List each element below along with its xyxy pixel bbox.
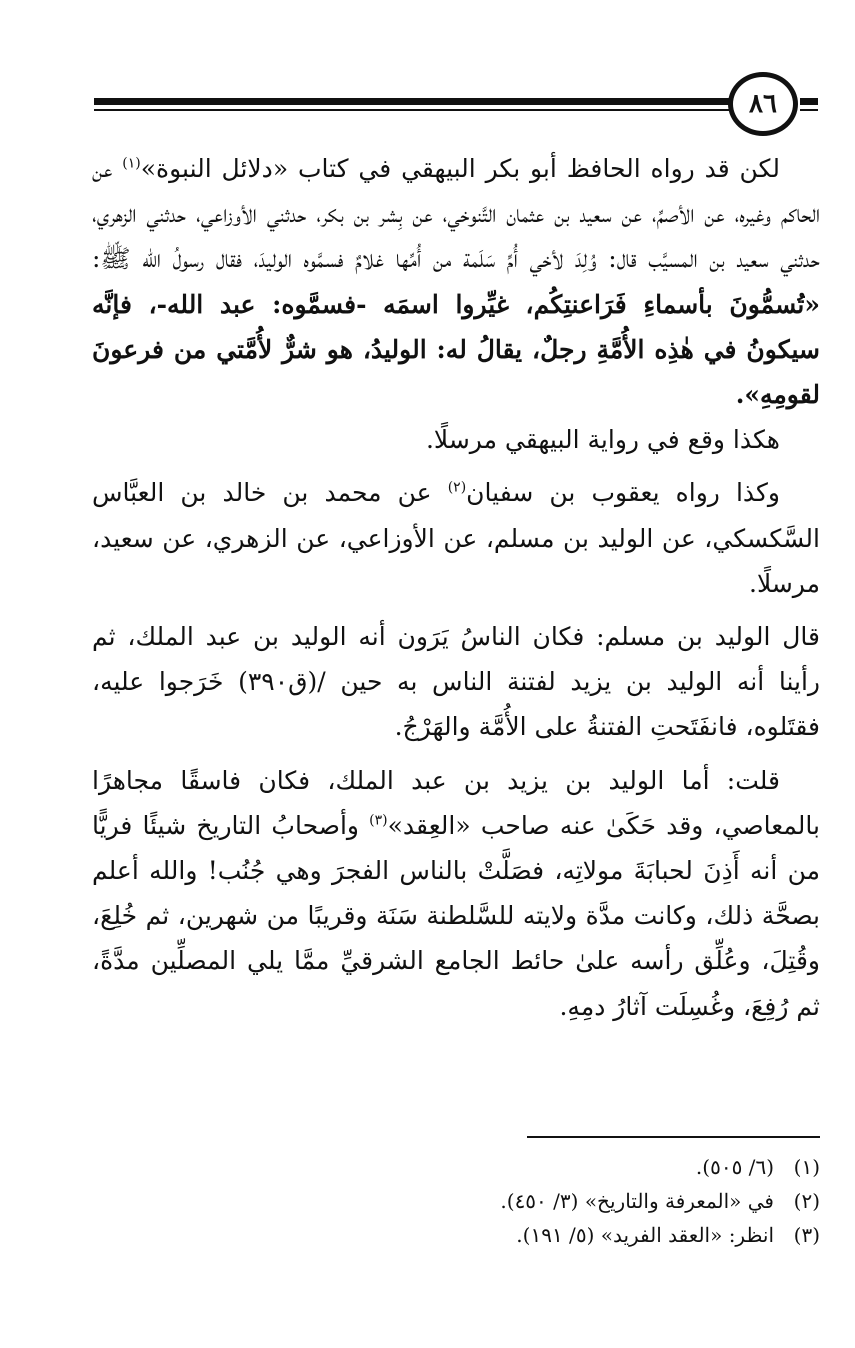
paragraph-1: لكن قد رواه الحافظ أبو بكر البيهقي في كتاب «دلائل النبوة»$^{(١)}$ عن الحاكم وغيره، عن الأصمِّ، عن سعيد بن عثمان التَّنوخي، عن بِشر بن بكر، حدثني الأوزاعي، حدثني الزهري، حدثني سعيد بن المسيَّب قال: وُلِدَ لأخي أُمِّ سَلَمة من أُمِّها غلامٌ فسمَّوه الوليدَ، فقال رسولُ الله ﷺ: «تُسمُّونَ بأسماءِ فَرَاعنتِكُم، غيِّروا اسمَه -فسمَّوه: عبد الله-، فإنَّه سيكونُ في هٰذِه الأُمَّةِ رجلٌ، يقالُ له: الوليدُ، هو شرٌّ لأُمَّتي من فرعونَ لقومِهِ». (92, 154, 820, 410)
header-rule-thin (94, 109, 734, 111)
header-rule-right (800, 98, 818, 105)
main-text (92, 146, 820, 1029)
footnote-2: (٢) في «المعرفة والتاريخ» (٣/ ٤٥٠). (500, 1189, 820, 1213)
footnote-3: (٣) انظر: «العقد الفريد» (٥/ ١٩١). (516, 1223, 820, 1247)
paragraph-4: قال الوليد بن مسلم: فكان الناسُ يَرَون أنه الوليد بن عبد الملك، ثم رأينا أنه الوليد بن يزيد لفتنة الناس به حين /(ق٣٩٠) خَرَجوا عليه، فقتَلوه، فانفَتَحتِ الفتنةُ على الأُمَّة والهَرْجُ. (92, 622, 821, 742)
paragraph-3: وكذا رواه يعقوب بن سفيان$^{(٢)}$ عن محمد بن خالد بن العبَّاس السَّكسكي، عن الوليد بن مسلم، عن الأوزاعي، عن الزهري، عن سعيد، مرسلًا. (92, 478, 820, 598)
footnotes (300, 1150, 820, 1252)
footnote-ref-2[interactable]: (٢) (447, 480, 467, 497)
footnote-ref-1[interactable]: (١) (122, 155, 141, 172)
hadith-quote: «تُسمُّونَ بأسماءِ فَرَاعنتِكُم، غيِّروا اسمَه -فسمَّوه: عبد الله-، فإنَّه سيكونُ في هٰذِه الأُمَّةِ رجلٌ، يقالُ له: الوليدُ، هو شرٌّ لأُمَّتي من فرعونَ لقومِهِ». (92, 289, 820, 410)
footnote-separator (527, 1136, 820, 1138)
paragraph-2: هكذا وقع في رواية البيهقي مرسلًا. (425, 425, 780, 455)
page-number: ٨٦ (728, 72, 798, 136)
paragraph-5: قلت: أما الوليد بن يزيد بن عبد الملك، فكان فاسقًا مجاهرًا بالمعاصي، وقد حَكَىٰ عنه صاحب «العِقد»$^{(٣)}$ وأصحابُ التاريخ شيئًا فريًّا من أنه أَذِنَ لحبابَةَ مولاتِه، فصَلَّتْ بالناس الفجرَ وهي جُنُب! والله أعلم بصحَّة ذلك، وكانت مدَّة ولايته للسَّلطنة سَنَة وقريبًا من شهرين، ثم خُلِعَ، وقُتِلَ، وعُلِّق رأسه علىٰ حائط الجامع الشرقيِّ ممَّا يلي المصلِّين مدَّةً، ثم رُفِعَ، وغُسِلَت آثارُ دمِهِ. (92, 765, 820, 1021)
header-rule-thick (94, 98, 734, 105)
footnote-ref-3[interactable]: (٣) (369, 812, 388, 829)
header-rule-right-thin (800, 109, 818, 111)
footnote-1: (١) (٦/ ٥٠٥). (695, 1155, 820, 1179)
